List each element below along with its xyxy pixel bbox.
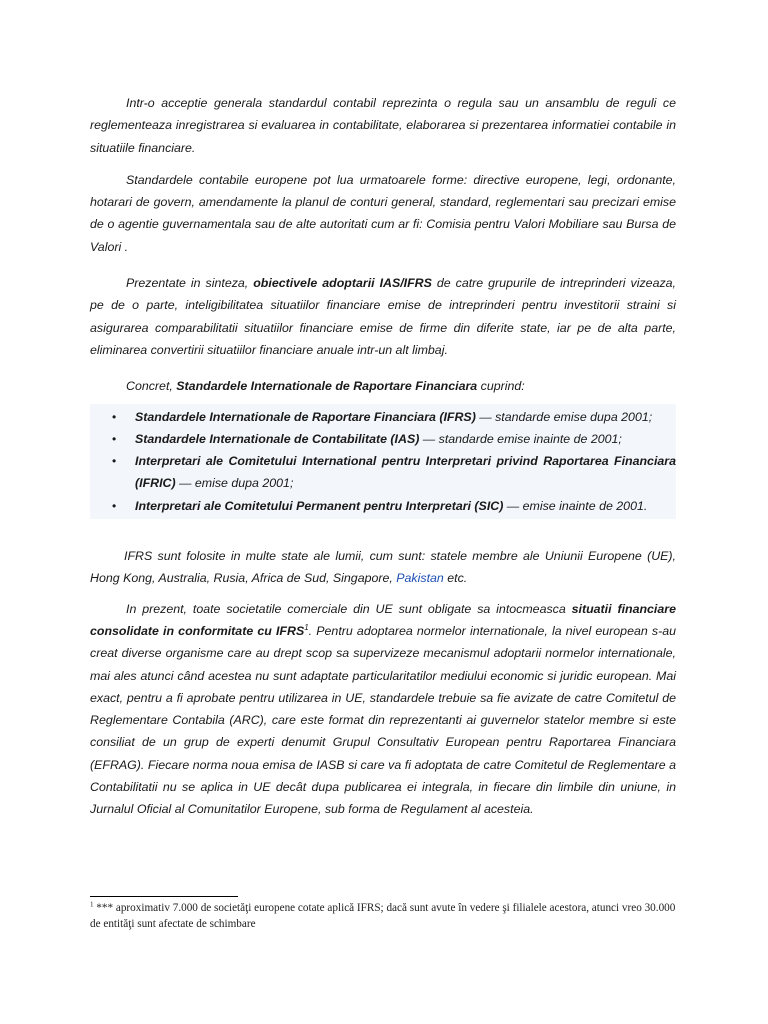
objectives-bold: obiectivele adoptarii IAS/IFRS bbox=[253, 276, 432, 291]
eu-rest: . Pentru adoptarea normelor internationale, la nivel european s-au creat diverse organisme care au drept scop sa supervizeze mecanismul adoptarii normelor internationale, mai ales atunci când acestea nu sunt adaptate particularitatilor mediului economic si juridic european. Mai exact, pentru a fi aprobate pentru utilizarea in UE, standardele trebuie sa fie avizate de catre Comitetul de Reglementare Contabila (ARC), care este format din reprezentanti ai guvernelor statelor membre si este consiliat de un grup de experti denumit Grupul Consultativ European pentru Raportarea Financiara (EFRAG). Fiecare norma noua emisa de IASB si care va fi adoptata de catre Comitetul de Reglementare a Contabilitatii nu se aplica in UE decât dupa publicarea ei integrala, in fiecare din limbile din uniune, in Jurnalul Oficial al Comunitatilor Europene, sub forma de Regulament al acesteia. bbox=[90, 623, 677, 817]
list-item-title: Interpretari ale Comitetului Permanent pentru Interpretari (SIC) bbox=[135, 498, 504, 513]
paragraph-ifrs-includes bbox=[90, 375, 676, 397]
paragraph-objectives bbox=[90, 272, 676, 361]
paragraph-forms: Standardele contabile europene pot lua urmatoarele forme: directive europene, legi, ordonante, hotarari de govern, amendamente la planul de conturi general, standard, reglementari sau precizari emise de o agentie guvernamentala sau de alte autoritati cum ar fi: Comisia pentru Valori Mobiliare sau Bursa de Valori . bbox=[90, 172, 676, 254]
list-item-detail: — emise dupa 2001; bbox=[175, 476, 294, 491]
objectives-rest: de catre grupurile de intreprinderi vizeaza, pe de o parte, inteligibilitatea situatiilor financiare emise de intreprinderi pentru investitorii straini si asigurarea comparabilitatii situatiilor financiare emise de firme din diferite state, iar pe de alta parte, eliminarea convertirii situatiilor financiare anuale intr-un alt limbaj. bbox=[90, 276, 676, 357]
paragraph-definition: Intr-o acceptie generala standardul contabil reprezinta o regula sau un ansamblu de reguli ce reglementeaza inregistrarea si evaluarea in contabilitate, elaborarea si prezentarea informatiei contabile in situatiile financiare. bbox=[90, 96, 676, 155]
footnote bbox=[90, 900, 680, 932]
footnote-marker: 1 bbox=[90, 900, 94, 909]
objectives-intro: Prezentate in sinteza, bbox=[126, 276, 254, 291]
list-item bbox=[90, 450, 676, 495]
document-body bbox=[90, 92, 676, 821]
paragraph-eu-adoption bbox=[90, 598, 676, 821]
standards-list bbox=[90, 404, 676, 519]
paragraph-ifrs-countries bbox=[90, 545, 676, 590]
countries-end: etc. bbox=[443, 571, 468, 586]
footnote-separator bbox=[90, 896, 238, 897]
bullet-icon: • bbox=[112, 454, 117, 469]
bullet-icon: • bbox=[112, 409, 117, 424]
bullet-icon: • bbox=[112, 498, 117, 513]
concret-intro: Concret, bbox=[126, 379, 177, 394]
list-item-detail: — standarde emise inainte de 2001; bbox=[419, 431, 622, 446]
list-item-title: Interpretari ale Comitetului International pentru Interpretari privind Raportarea Financiara (IFRIC) bbox=[135, 454, 676, 491]
concret-rest: cuprind: bbox=[477, 379, 525, 394]
list-item-title: Standardele Internationale de Raportare Financiara (IFRS) bbox=[135, 409, 476, 424]
list-item-detail: — standarde emise dupa 2001; bbox=[475, 409, 653, 424]
list-item-title: Standardele Internationale de Contabilitate (IAS) bbox=[135, 431, 420, 446]
eu-intro: In prezent, toate societatile comerciale din UE sunt obligate sa intocmeasca bbox=[126, 601, 572, 616]
pakistan-link[interactable]: Pakistan bbox=[396, 571, 444, 586]
list-item-detail: — emise inainte de 2001. bbox=[503, 498, 648, 513]
list-item bbox=[90, 495, 676, 517]
list-item bbox=[90, 406, 676, 428]
eu-bold: situatii financiare consolidate in conformitate cu IFRS bbox=[90, 601, 676, 638]
footnote-text: *** aproximativ 7.000 de societăţi europene cotate aplică IFRS; dacă sunt avute în vedere şi filialele acestora, atunci vreo 30.000 de entităţi sunt afectate de schimbare bbox=[90, 902, 676, 930]
countries-text: IFRS sunt folosite in multe state ale lumii, cum sunt: statele membre ale Uniunii Europene (UE), Hong Kong, Australia, Rusia, Africa de Sud, Singapore, bbox=[90, 549, 676, 586]
concret-bold: Standardele Internationale de Raportare Financiara bbox=[176, 379, 478, 394]
bullet-icon: • bbox=[112, 431, 117, 446]
footnote-ref[interactable]: 1 bbox=[304, 622, 309, 632]
list-item bbox=[90, 428, 676, 450]
